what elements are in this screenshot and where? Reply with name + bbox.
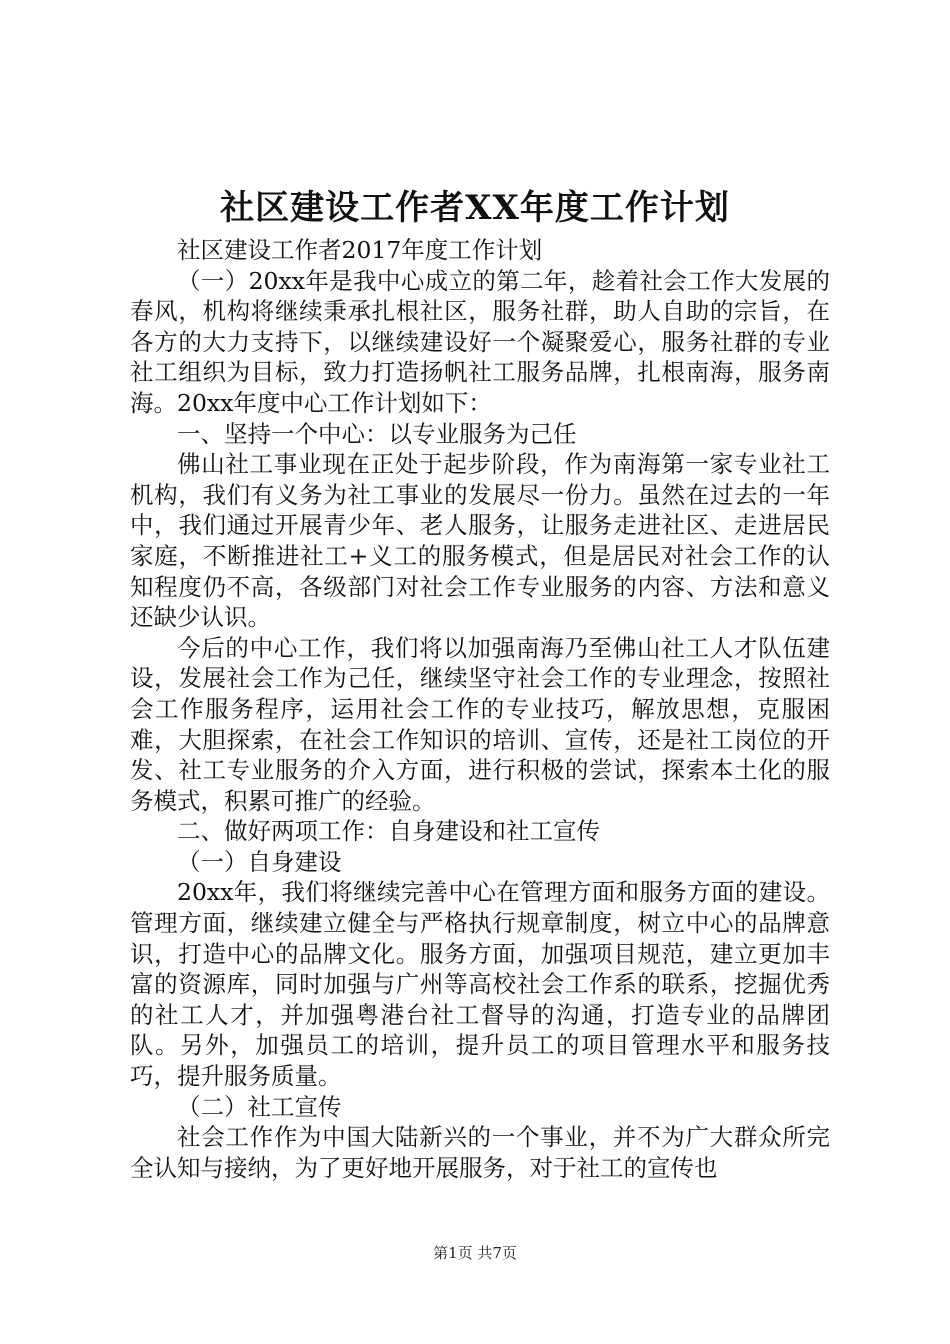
subsection-heading-2: （二）社工宣传: [177, 1092, 342, 1121]
section-heading-1: 一、坚持一个中心：以专业服务为己任: [177, 419, 577, 448]
subtitle-line: 社区建设工作者2017年度工作计划: [177, 236, 543, 264]
paragraph-4: 社会工作作为中国大陆新兴的一个事业，并不为广大群众所完全认知与接纳，为了更好地开展服务，对于社工的宣传也: [130, 1123, 830, 1182]
paragraph-3: 20xx年，我们将继续完善中心在管理方面和服务方面的建设。管理方面，继续建立健全与严格执行规章制度，树立中心的品牌意识，打造中心的品牌文化。服务方面，加强项目规范，建立更加丰富的资源库，同时加强与广州等高校社会工作系的联系，挖掘优秀的社工人才，并加强粤港台社工督导的沟通，打造专业的品牌团队。另外，加强员工的培训，提升员工的项目管理水平和服务技巧，提升服务质量。: [130, 878, 830, 1091]
subsection-heading-1: （一）自身建设: [177, 847, 342, 876]
page-footer: 第1页 共7页: [433, 1244, 517, 1262]
section-heading-2: 二、做好两项工作：自身建设和社工宣传: [177, 817, 600, 846]
paragraph-1: 佛山社工事业现在正处于起步阶段，作为南海第一家专业社工机构，我们有义务为社工事业的发展尽一份力。虽然在过去的一年中，我们通过开展青少年、老人服务，让服务走进社区、走进居民家庭，不断推进社工+义工的服务模式，但是居民对社会工作的认知程度仍不高，各级部门对社会工作专业服务的内容、方法和意义还缺少认识。: [130, 450, 830, 632]
document-body: [130, 235, 830, 1183]
paragraph-2: 今后的中心工作，我们将以加强南海乃至佛山社工人才队伍建设，发展社会工作为己任，继续坚守社会工作的专业理念，按照社会工作服务程序，运用社会工作的专业技巧，解放思想，克服困难，大胆探索，在社会工作知识的培训、宣传，还是社工岗位的开发、社工专业服务的介入方面，进行积极的尝试，探索本土化的服务模式，积累可推广的经验。: [130, 633, 830, 815]
intro-paragraph: （一）20xx年是我中心成立的第二年，趁着社会工作大发展的春风，机构将继续秉承扎根社区，服务社群，助人自助的宗旨，在各方的大力支持下，以继续建设好一个凝聚爱心，服务社群的专业社工组织为目标，致力打造扬帆社工服务品牌，扎根南海，服务南海。20xx年度中心工作计划如下：: [130, 266, 830, 417]
document-title: 社区建设工作者XX年度工作计划: [220, 188, 730, 228]
